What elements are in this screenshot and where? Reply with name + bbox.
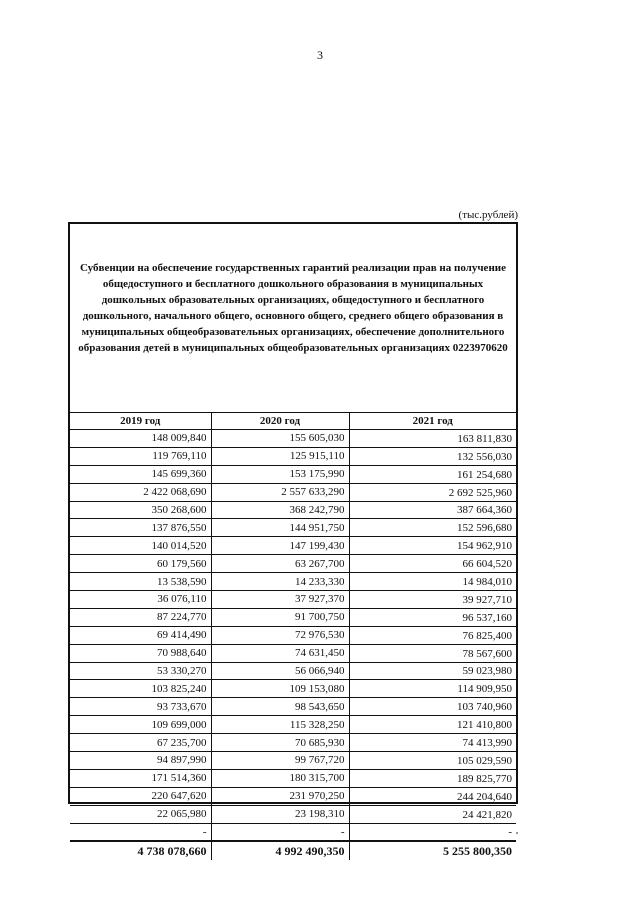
table-cell-2020: 56 066,940 bbox=[211, 662, 349, 680]
table-cell-2021: 152 596,680 bbox=[349, 519, 516, 537]
column-header-2019: 2019 год bbox=[70, 412, 211, 430]
table-cell-2021: 161 254,680 bbox=[349, 465, 516, 483]
table-row bbox=[70, 573, 516, 591]
table-row bbox=[70, 501, 516, 519]
column-header-row bbox=[70, 412, 516, 430]
table-cell-2019: 119 769,110 bbox=[70, 447, 211, 465]
table-row bbox=[70, 823, 516, 841]
table-cell-2021: 14 984,010 bbox=[349, 573, 516, 591]
table-cell-2019: 93 733,670 bbox=[70, 698, 211, 716]
table-cell-2021: 66 604,520 bbox=[349, 555, 516, 573]
table-cell-2019: 350 268,600 bbox=[70, 501, 211, 519]
table-cell-2019: - bbox=[70, 823, 211, 841]
table-row bbox=[70, 734, 516, 752]
table-cell-2021: 78 567,600 bbox=[349, 644, 516, 662]
table-cell-2021: 244 204,640 bbox=[349, 787, 516, 805]
table-cell-2019: 140 014,520 bbox=[70, 537, 211, 555]
table-cell-2019: 67 235,700 bbox=[70, 734, 211, 752]
total-cell-2021: 5 255 800,350 bbox=[349, 841, 516, 860]
table-cell-2020: 144 951,750 bbox=[211, 519, 349, 537]
table-cell-2020: 98 543,650 bbox=[211, 698, 349, 716]
table-cell-2021: 114 909,950 bbox=[349, 680, 516, 698]
table-cell-2021: 103 740,960 bbox=[349, 698, 516, 716]
table-cell-2020: 23 198,310 bbox=[211, 805, 349, 823]
table-cell-2020: 180 315,700 bbox=[211, 769, 349, 787]
table-cell-2021: 39 927,710 bbox=[349, 591, 516, 609]
table-cell-2021: 24 421,820 bbox=[349, 805, 516, 823]
table-cell-2021: 387 664,360 bbox=[349, 501, 516, 519]
table-cell-2019: 60 179,560 bbox=[70, 555, 211, 573]
table-cell-2021: 132 556,030 bbox=[349, 447, 516, 465]
table-row bbox=[70, 430, 516, 448]
table-cell-2019: 109 699,000 bbox=[70, 716, 211, 734]
table-cell-2021: 121 410,800 bbox=[349, 716, 516, 734]
table-cell-2019: 145 699,360 bbox=[70, 465, 211, 483]
table-cell-2020: 63 267,700 bbox=[211, 555, 349, 573]
table-cell-2019: 69 414,490 bbox=[70, 626, 211, 644]
scan-speck bbox=[516, 832, 518, 834]
table-row bbox=[70, 555, 516, 573]
table-row bbox=[70, 537, 516, 555]
table-row bbox=[70, 716, 516, 734]
table-row bbox=[70, 591, 516, 609]
table-cell-2020: 155 605,030 bbox=[211, 430, 349, 448]
table-cell-2019: 87 224,770 bbox=[70, 608, 211, 626]
table-cell-2019: 137 876,550 bbox=[70, 519, 211, 537]
table-cell-2020: 37 927,370 bbox=[211, 591, 349, 609]
table-row bbox=[70, 483, 516, 501]
subvention-table bbox=[68, 222, 518, 859]
table-cell-2020: 153 175,990 bbox=[211, 465, 349, 483]
table-cell-2020: 147 199,430 bbox=[211, 537, 349, 555]
table-cell-2019: 53 330,270 bbox=[70, 662, 211, 680]
table-cell-2021: 163 811,830 bbox=[349, 430, 516, 448]
table-row bbox=[70, 626, 516, 644]
table-cell-2021: 74 413,990 bbox=[349, 734, 516, 752]
table-cell-2021: - bbox=[349, 823, 516, 841]
table-cell-2020: 74 631,450 bbox=[211, 644, 349, 662]
table-cell-2021: 2 692 525,960 bbox=[349, 483, 516, 501]
table-cell-2019: 148 009,840 bbox=[70, 430, 211, 448]
data-table bbox=[70, 412, 516, 860]
table-row bbox=[70, 519, 516, 537]
table-row bbox=[70, 787, 516, 805]
table-cell-2019: 36 076,110 bbox=[70, 591, 211, 609]
total-cell-2020: 4 992 490,350 bbox=[211, 841, 349, 860]
total-cell-2019: 4 738 078,660 bbox=[70, 841, 211, 860]
table-header-block bbox=[70, 224, 516, 413]
table-row bbox=[70, 447, 516, 465]
table-cell-2020: 368 242,790 bbox=[211, 501, 349, 519]
table-row bbox=[70, 465, 516, 483]
totals-row bbox=[70, 841, 516, 860]
table-cell-2020: 91 700,750 bbox=[211, 608, 349, 626]
table-row bbox=[70, 698, 516, 716]
table-cell-2021: 76 825,400 bbox=[349, 626, 516, 644]
table-cell-2019: 13 538,590 bbox=[70, 573, 211, 591]
table-cell-2021: 96 537,160 bbox=[349, 608, 516, 626]
table-cell-2019: 70 988,640 bbox=[70, 644, 211, 662]
table-row bbox=[70, 608, 516, 626]
table-cell-2021: 59 023,980 bbox=[349, 662, 516, 680]
table-cell-2019: 22 065,980 bbox=[70, 805, 211, 823]
table-cell-2019: 94 897,990 bbox=[70, 752, 211, 770]
page-number: 3 bbox=[317, 48, 323, 62]
table-cell-2019: 2 422 068,690 bbox=[70, 483, 211, 501]
column-header-2020: 2020 год bbox=[211, 412, 349, 430]
table-cell-2019: 103 825,240 bbox=[70, 680, 211, 698]
column-header-2021: 2021 год bbox=[349, 412, 516, 430]
table-row bbox=[70, 644, 516, 662]
table-cell-2020: 109 153,080 bbox=[211, 680, 349, 698]
table-cell-2020: 99 767,720 bbox=[211, 752, 349, 770]
table-cell-2021: 154 962,910 bbox=[349, 537, 516, 555]
table-title: Субвенции на обеспечение государственных гарантий реализации прав на получение общедоступного и бесплатного дошкольного образования в муниципальных дошкольных образовательных организациях, общедоступного и бесплатного дошкольного, начального общего, основного общего, среднего общего образования в муниципальных общеобразовательных организациях, обеспечение дополнительного образования детей в муниципальных общеобразовательных организациях 0223970620 bbox=[78, 262, 508, 354]
table-row bbox=[70, 769, 516, 787]
units-label: (тыс.рублей) bbox=[458, 209, 518, 221]
table-row bbox=[70, 805, 516, 823]
table-cell-2019: 171 514,360 bbox=[70, 769, 211, 787]
table-row bbox=[70, 680, 516, 698]
table-cell-2020: - bbox=[211, 823, 349, 841]
table-cell-2020: 2 557 633,290 bbox=[211, 483, 349, 501]
table-cell-2021: 105 029,590 bbox=[349, 752, 516, 770]
table-row bbox=[70, 662, 516, 680]
table-cell-2020: 14 233,330 bbox=[211, 573, 349, 591]
table-cell-2020: 70 685,930 bbox=[211, 734, 349, 752]
table-cell-2020: 125 915,110 bbox=[211, 447, 349, 465]
table-cell-2020: 231 970,250 bbox=[211, 787, 349, 805]
table-cell-2021: 189 825,770 bbox=[349, 769, 516, 787]
table-cell-2019: 220 647,620 bbox=[70, 787, 211, 805]
table-cell-2020: 72 976,530 bbox=[211, 626, 349, 644]
table-cell-2020: 115 328,250 bbox=[211, 716, 349, 734]
table-row bbox=[70, 752, 516, 770]
